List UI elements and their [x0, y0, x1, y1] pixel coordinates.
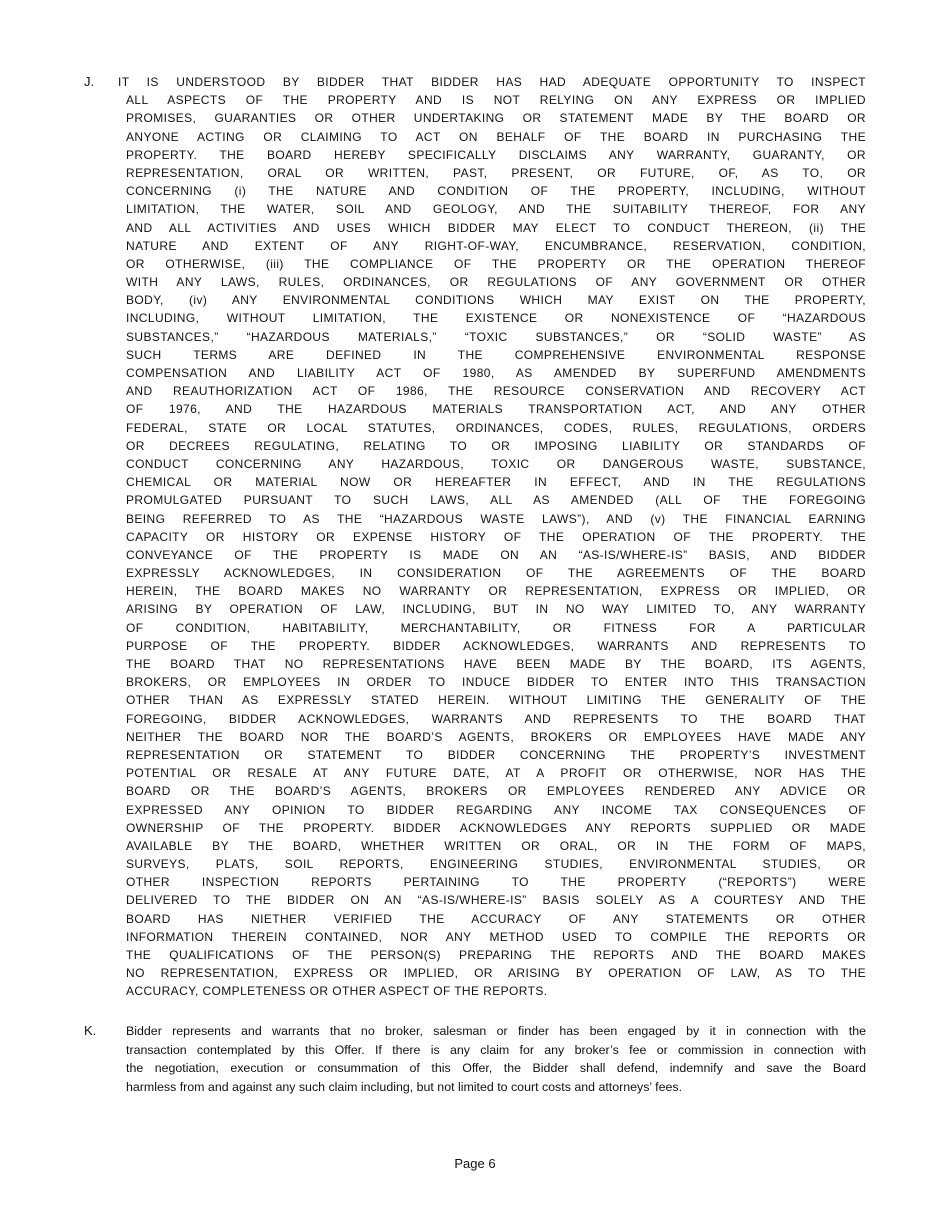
text-line: CONCERNING (i) THE NATURE AND CONDITION OF THE PROPERTY, INCLUDING, WITHOUT [126, 184, 866, 199]
text-line: THE BOARD THAT NO REPRESENTATIONS HAVE BEEN MADE BY THE BOARD, ITS AGENTS, [126, 657, 866, 671]
text-line: OR OTHERWISE, (iii) THE COMPLIANCE OF THE PROPERTY OR THE OPERATION THEREOF [126, 256, 866, 271]
text-line: ARISING BY OPERATION OF LAW, INCLUDING, BUT IN NO WAY LIMITED TO, ANY WARRANTY [126, 602, 866, 617]
text-line: SURVEYS, PLATS, SOIL REPORTS, ENGINEERING STUDIES, ENVIRONMENTAL STUDIES, OR [126, 857, 866, 872]
text-line: POTENTIAL OR RESALE AT ANY FUTURE DATE, AT A PROFIT OR OTHERWISE, NOR HAS THE [126, 766, 866, 781]
text-line: PROMISES, GUARANTIES OR OTHER UNDERTAKING OR STATEMENT MADE BY THE BOARD OR [126, 111, 866, 126]
section-k-body [126, 1022, 866, 1096]
text-line: transaction contemplated by this Offer. If there is any claim for any broker’s fee or commission in connection with [126, 1042, 866, 1057]
text-line: the negotiation, execution or consummation of this Offer, the Bidder shall defend, indemnify and save the Board [126, 1061, 866, 1075]
text-line: BEING REFERRED TO AS THE “HAZARDOUS WASTE LAWS”), AND (v) THE FINANCIAL EARNING [126, 511, 866, 526]
text-line: COMPENSATION AND LIABILITY ACT OF 1980, AS AMENDED BY SUPERFUND AMENDMENTS [126, 366, 866, 380]
text-line: LIMITATION, THE WATER, SOIL AND GEOLOGY, AND THE SUITABILITY THEREOF, FOR ANY [126, 202, 866, 217]
text-line: CONVEYANCE OF THE PROPERTY IS MADE ON AN “AS-IS/WHERE-IS” BASIS, AND BIDDER [126, 547, 866, 562]
text-line: NEITHER THE BOARD NOR THE BOARD’S AGENTS, BROKERS OR EMPLOYEES HAVE MADE ANY [126, 729, 866, 744]
section-j-body [118, 73, 866, 1001]
text-line: DELIVERED TO THE BIDDER ON AN “AS-IS/WHERE-IS” BASIS SOLELY AS A COURTESY AND THE [126, 893, 866, 908]
text-line: ANYONE ACTING OR CLAIMING TO ACT ON BEHALF OF THE BOARD IN PURCHASING THE [126, 129, 866, 144]
text-line: BROKERS, OR EMPLOYEES IN ORDER TO INDUCE BIDDER TO ENTER INTO THIS TRANSACTION [126, 675, 866, 690]
text-line: BOARD OR THE BOARD’S AGENTS, BROKERS OR EMPLOYEES RENDERED ANY ADVICE OR [126, 784, 866, 799]
text-line: THE QUALIFICATIONS OF THE PERSON(S) PREPARING THE REPORTS AND THE BOARD MAKES [126, 948, 866, 962]
text-line: PROMULGATED PURSUANT TO SUCH LAWS, ALL AS AMENDED (ALL OF THE FOREGOING [126, 493, 866, 508]
text-line: WITH ANY LAWS, RULES, ORDINANCES, OR REGULATIONS OF ANY GOVERNMENT OR OTHER [126, 275, 866, 290]
text-line: HEREIN, THE BOARD MAKES NO WARRANTY OR REPRESENTATION, EXPRESS OR IMPLIED, OR [126, 584, 866, 599]
text-line: EXPRESSLY ACKNOWLEDGES, IN CONSIDERATION OF THE AGREEMENTS OF THE BOARD [126, 566, 866, 581]
text-line: SUBSTANCES,” “HAZARDOUS MATERIALS,” “TOXIC SUBSTANCES,” OR “SOLID WASTE” AS [126, 329, 866, 344]
text-line: INCLUDING, WITHOUT LIMITATION, THE EXISTENCE OR NONEXISTENCE OF “HAZARDOUS [126, 311, 866, 326]
text-line: IT IS UNDERSTOOD BY BIDDER THAT BIDDER HAS HAD ADEQUATE OPPORTUNITY TO INSPECT [118, 75, 866, 89]
text-line: ALL ASPECTS OF THE PROPERTY AND IS NOT RELYING ON ANY EXPRESS OR IMPLIED [126, 93, 866, 108]
text-line: CONDUCT CONCERNING ANY HAZARDOUS, TOXIC OR DANGEROUS WASTE, SUBSTANCE, [126, 456, 866, 471]
text-line: FOREGOING, BIDDER ACKNOWLEDGES, WARRANTS AND REPRESENTS TO THE BOARD THAT [126, 711, 866, 726]
section-j-label: J. [84, 74, 95, 89]
text-line: Bidder represents and warrants that no broker, salesman or finder has been engaged by it in connection with the [126, 1024, 866, 1038]
text-line: OR DECREES REGULATING, RELATING TO OR IMPOSING LIABILITY OR STANDARDS OF [126, 438, 866, 453]
page-number: Page 6 [454, 1156, 496, 1171]
text-line: INFORMATION THEREIN CONTAINED, NOR ANY METHOD USED TO COMPILE THE REPORTS OR [126, 929, 866, 944]
text-line: PURPOSE OF THE PROPERTY. BIDDER ACKNOWLEDGES, WARRANTS AND REPRESENTS TO [126, 638, 866, 653]
text-line: OTHER THAN AS EXPRESSLY STATED HEREIN. WITHOUT LIMITING THE GENERALITY OF THE [126, 693, 866, 708]
text-line: OF CONDITION, HABITABILITY, MERCHANTABILITY, OR FITNESS FOR A PARTICULAR [126, 620, 866, 635]
text-line: NO REPRESENTATION, EXPRESS OR IMPLIED, OR ARISING BY OPERATION OF LAW, AS TO THE [126, 966, 866, 981]
text-line: FEDERAL, STATE OR LOCAL STATUTES, ORDINANCES, CODES, RULES, REGULATIONS, ORDERS [126, 420, 866, 435]
text-line: BODY, (iv) ANY ENVIRONMENTAL CONDITIONS WHICH MAY EXIST ON THE PROPERTY, [126, 293, 866, 308]
text-line: OWNERSHIP OF THE PROPERTY. BIDDER ACKNOWLEDGES ANY REPORTS SUPPLIED OR MADE [126, 820, 866, 835]
text-line: harmless from and against any such claim including, but not limited to court costs and attorneys’ fees. [126, 1079, 683, 1094]
text-line: OTHER INSPECTION REPORTS PERTAINING TO THE PROPERTY (“REPORTS”) WERE [126, 875, 866, 890]
text-line: ACCURACY, COMPLETENESS OR OTHER ASPECT OF THE REPORTS. [126, 984, 548, 999]
text-line: AVAILABLE BY THE BOARD, WHETHER WRITTEN OR ORAL, OR IN THE FORM OF MAPS, [126, 838, 866, 853]
text-line: AND REAUTHORIZATION ACT OF 1986, THE RESOURCE CONSERVATION AND RECOVERY ACT [126, 384, 866, 399]
text-line: OF 1976, AND THE HAZARDOUS MATERIALS TRANSPORTATION ACT, AND ANY OTHER [126, 402, 866, 417]
text-line: AND ALL ACTIVITIES AND USES WHICH BIDDER MAY ELECT TO CONDUCT THEREON, (ii) THE [126, 220, 866, 235]
text-line: PROPERTY. THE BOARD HEREBY SPECIFICALLY DISCLAIMS ANY WARRANTY, GUARANTY, OR [126, 147, 866, 162]
text-line: BOARD HAS NIETHER VERIFIED THE ACCURACY OF ANY STATEMENTS OR OTHER [126, 911, 866, 926]
text-line: REPRESENTATION, ORAL OR WRITTEN, PAST, PRESENT, OR FUTURE, OF, AS TO, OR [126, 165, 866, 180]
text-line: CHEMICAL OR MATERIAL NOW OR HEREAFTER IN EFFECT, AND IN THE REGULATIONS [126, 475, 866, 490]
text-line: SUCH TERMS ARE DEFINED IN THE COMPREHENSIVE ENVIRONMENTAL RESPONSE [126, 347, 866, 362]
text-line: NATURE AND EXTENT OF ANY RIGHT-OF-WAY, ENCUMBRANCE, RESERVATION, CONDITION, [126, 238, 866, 253]
section-k-label: K. [84, 1023, 97, 1038]
text-line: EXPRESSED ANY OPINION TO BIDDER REGARDING ANY INCOME TAX CONSEQUENCES OF [126, 802, 866, 817]
text-line: CAPACITY OR HISTORY OR EXPENSE HISTORY OF THE OPERATION OF THE PROPERTY. THE [126, 529, 866, 544]
text-line: REPRESENTATION OR STATEMENT TO BIDDER CONCERNING THE PROPERTY’S INVESTMENT [126, 747, 866, 762]
